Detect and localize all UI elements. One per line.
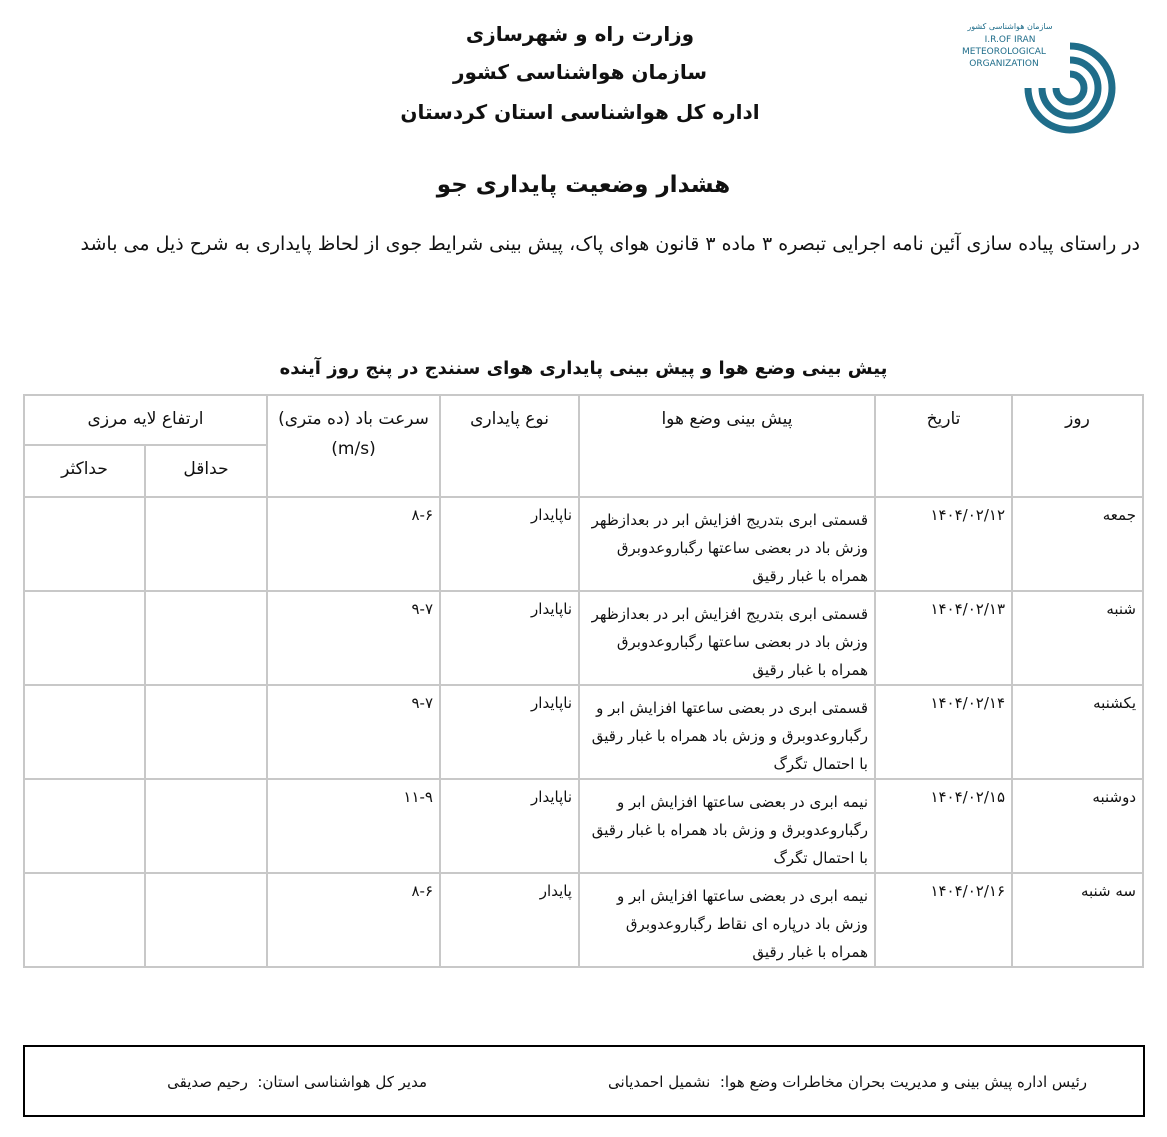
cell-date: ۱۴۰۴/۰۲/۱۵	[875, 779, 1012, 873]
table-row	[24, 779, 1143, 873]
signature-name: نشمیل احمدیانی	[608, 1073, 711, 1091]
cell-forecast: قسمتی ابری بتدریج افزایش ابر در بعدازظهر وزش باد در بعضی ساعتها رگباروعدوبرق همراه با غبار رقیق	[579, 591, 875, 685]
header-date: تاریخ	[875, 395, 1012, 497]
logo-line2: METEOROLOGICAL	[962, 47, 1046, 57]
logo-line1: I.R.OF IRAN	[984, 35, 1036, 45]
cell-wind: ۸-۶	[267, 873, 440, 967]
cell-date: ۱۴۰۴/۰۲/۱۲	[875, 497, 1012, 591]
logo-persian-name: سازمان هواشناسی کشور	[967, 22, 1053, 31]
header-boundary-layer: ارتفاع لایه مرزی	[24, 395, 267, 445]
signature-forecast-head	[608, 1073, 1087, 1091]
cell-min	[145, 497, 267, 591]
table-row	[24, 873, 1143, 967]
header-department: اداره کل هواشناسی استان کردستان	[400, 100, 760, 124]
cell-forecast: قسمتی ابری در بعضی ساعتها افزایش ابر و رگباروعدوبرق و وزش باد همراه با غبار رقیق با احتمال تگرگ	[579, 685, 875, 779]
cell-forecast: نیمه ابری در بعضی ساعتها افزایش ابر و وزش باد درپاره ای نقاط رگباروعدوبرق همراه با غبار رقیق	[579, 873, 875, 967]
cell-day: دوشنبه	[1012, 779, 1143, 873]
cell-forecast: قسمتی ابری بتدریج افزایش ابر در بعدازظهر وزش باد در بعضی ساعتها رگباروعدوبرق همراه با غبار رقیق	[579, 497, 875, 591]
signature-director	[167, 1073, 427, 1091]
header-max: حداکثر	[24, 445, 145, 497]
forecast-table	[23, 394, 1144, 968]
cell-max	[24, 497, 145, 591]
cell-forecast: نیمه ابری در بعضی ساعتها افزایش ابر و رگباروعدوبرق و وزش باد همراه با غبار رقیق با احتمال تگرگ	[579, 779, 875, 873]
cell-stability: ناپایدار	[440, 779, 579, 873]
meteorological-organization-logo	[950, 18, 1120, 143]
cell-day: یکشنبه	[1012, 685, 1143, 779]
cell-stability: ناپایدار	[440, 591, 579, 685]
cell-min	[145, 779, 267, 873]
cell-min	[145, 591, 267, 685]
signature-role: رئیس اداره پیش بینی و مدیریت بحران مخاطرات وضع هوا:	[719, 1073, 1087, 1091]
cell-max	[24, 591, 145, 685]
signature-box	[23, 1045, 1145, 1117]
header-organization: سازمان هواشناسی کشور	[452, 60, 708, 84]
header-ministry: وزارت راه و شهرسازی	[465, 22, 695, 46]
cell-date: ۱۴۰۴/۰۲/۱۶	[875, 873, 1012, 967]
intro-paragraph: در راستای پیاده سازی آئین نامه اجرایی تبصره ۳ ماده ۳ قانون هوای پاک، پیش بینی شرایط جوی از لحاظ پایداری به شرح ذیل می باشد	[80, 233, 1140, 255]
cell-stability: پایدار	[440, 873, 579, 967]
cell-stability: ناپایدار	[440, 685, 579, 779]
cell-day: سه شنبه	[1012, 873, 1143, 967]
signature-role: مدیر کل هواشناسی استان:	[257, 1073, 427, 1091]
header-wind-speed: سرعت باد (ده متری) (m/s)	[267, 395, 440, 497]
table-title: پیش بینی وضع هوا و پیش بینی پایداری هوای سنندج در پنج روز آینده	[279, 358, 888, 379]
cell-min	[145, 685, 267, 779]
cell-max	[24, 873, 145, 967]
cell-stability: ناپایدار	[440, 497, 579, 591]
cell-wind: ۹-۷	[267, 685, 440, 779]
cell-date: ۱۴۰۴/۰۲/۱۳	[875, 591, 1012, 685]
logo-line3: ORGANIZATION	[969, 59, 1039, 69]
cell-wind: ۱۱-۹	[267, 779, 440, 873]
header-min: حداقل	[145, 445, 267, 497]
cell-day: شنبه	[1012, 591, 1143, 685]
signature-name: رحیم صدیقی	[167, 1073, 248, 1091]
cell-min	[145, 873, 267, 967]
table-row	[24, 591, 1143, 685]
header-stability: نوع پایداری	[440, 395, 579, 497]
cell-wind: ۹-۷	[267, 591, 440, 685]
header-forecast: پیش بینی وضع هوا	[579, 395, 875, 497]
cell-max	[24, 779, 145, 873]
document-title: هشدار وضعیت پایداری جو	[436, 172, 731, 198]
table-row	[24, 497, 1143, 591]
cell-day: جمعه	[1012, 497, 1143, 591]
header-day: روز	[1012, 395, 1143, 497]
cell-date: ۱۴۰۴/۰۲/۱۴	[875, 685, 1012, 779]
cell-max	[24, 685, 145, 779]
cell-wind: ۸-۶	[267, 497, 440, 591]
table-row	[24, 685, 1143, 779]
